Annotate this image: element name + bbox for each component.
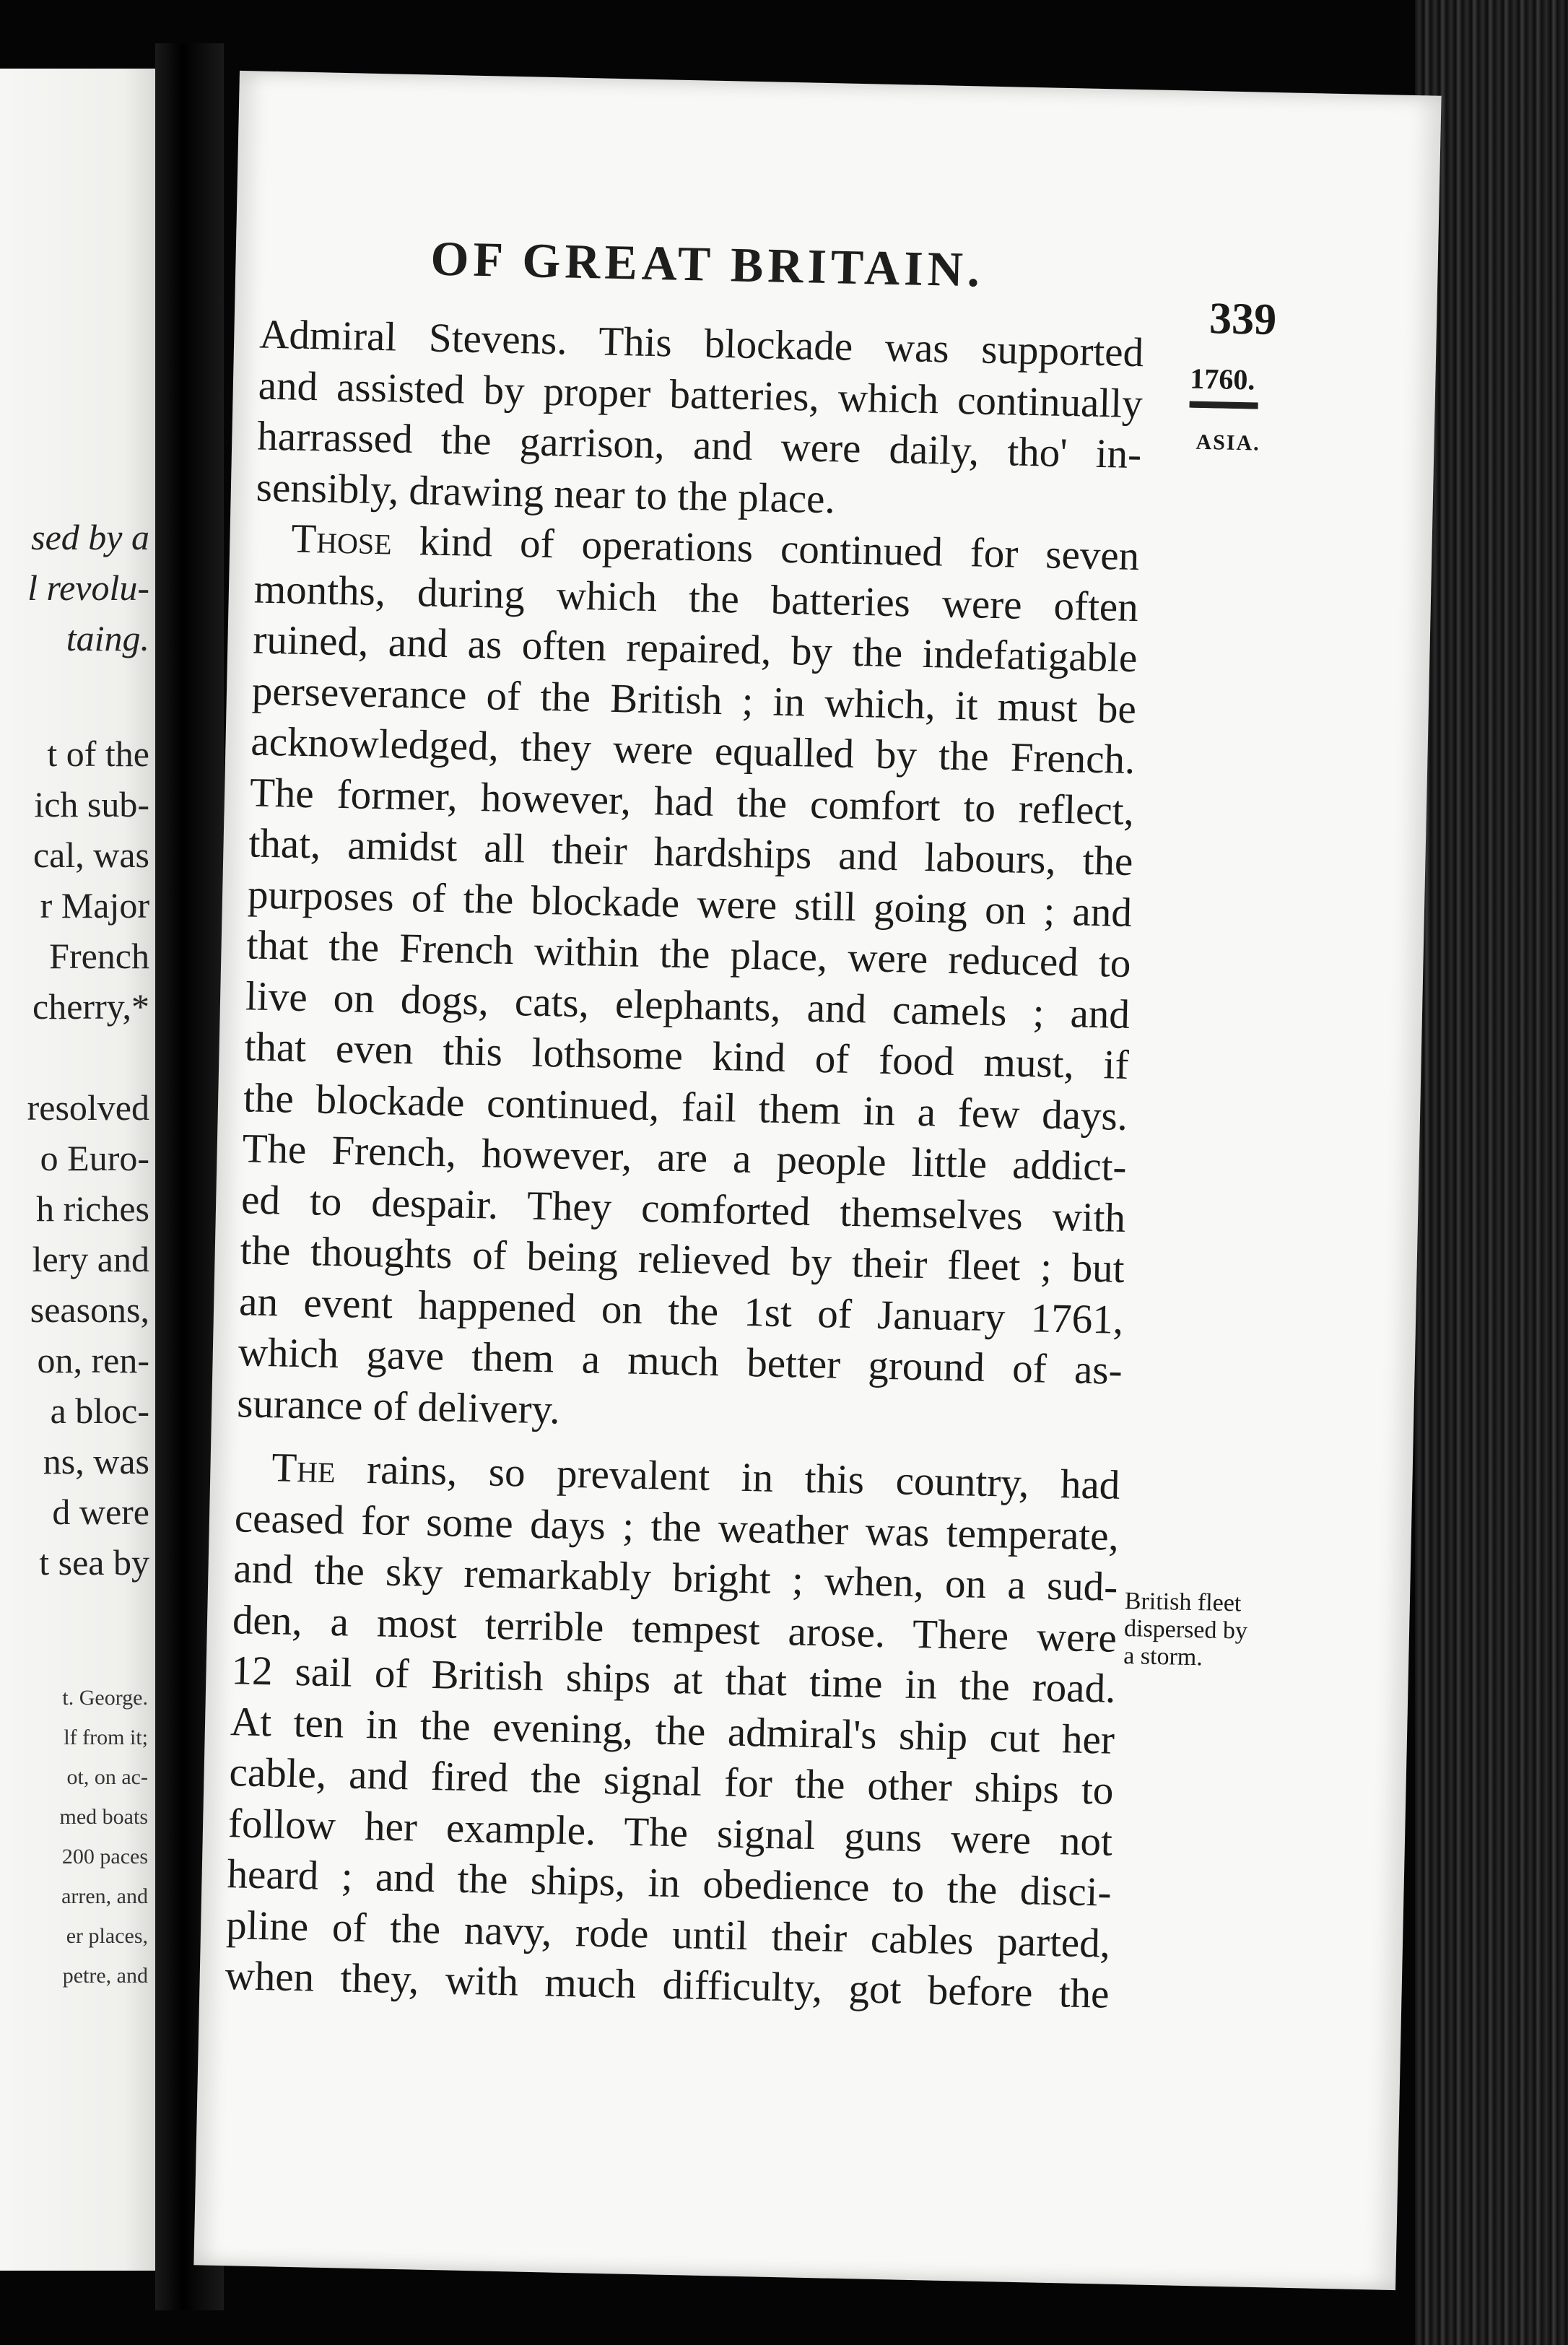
- facing-line: o Euro-: [40, 1138, 149, 1178]
- text-line: sensibly, drawing near to the place.: [256, 464, 836, 522]
- text-line: that the French within the place, were reduced to: [245, 922, 1132, 987]
- margin-rule: [1190, 401, 1258, 409]
- text-line: the blockade continued, fail them in a few days.: [243, 1074, 1128, 1139]
- body-text: [225, 310, 1144, 2021]
- facing-line: French: [49, 936, 149, 976]
- text-line: that, amidst all their hardships and labours, the: [248, 820, 1134, 885]
- facing-line: h riches: [36, 1188, 149, 1229]
- text-line: cable, and fired the signal for the other ships to: [228, 1749, 1115, 1814]
- margin-region: ASIA.: [1195, 430, 1261, 456]
- text-line: acknowledged, they were equalled by the French.: [250, 718, 1136, 783]
- facing-line: cal, was: [32, 835, 149, 875]
- facing-line: ich sub-: [34, 784, 149, 825]
- facing-line: sed by a: [31, 517, 149, 557]
- text-line: The former, however, had the comfort to reflect,: [249, 769, 1135, 834]
- text-line: surance of delivery.: [236, 1380, 561, 1433]
- text-line: live on dogs, cats, elephants, and camels ; and: [245, 973, 1131, 1037]
- facing-footnote-line: arren, and: [61, 1884, 148, 1908]
- text-line: 12 sail of British ships at that time in the road.: [230, 1648, 1117, 1712]
- facing-footnote-line: er places,: [66, 1924, 148, 1948]
- text-line: pline of the navy, rode until their cables parted,: [225, 1902, 1111, 1967]
- facing-line: seasons,: [30, 1289, 149, 1330]
- text-line: which gave them a much better ground of as-: [238, 1329, 1123, 1393]
- facing-line: ns, was: [43, 1441, 149, 1482]
- text-line: ed to despair. They comforted themselves with: [240, 1176, 1126, 1241]
- text-line: heard ; and the ships, in obedience to the disci-: [227, 1851, 1112, 1915]
- paragraph-opener: The: [271, 1445, 336, 1492]
- text-line: when they, with much difficulty, got before the: [225, 1953, 1110, 2017]
- margin-side-note: [1123, 1588, 1248, 1673]
- text-line: ceased for some days ; the weather was temperate,: [234, 1495, 1120, 1559]
- text-line: follow her example. The signal guns were not: [227, 1800, 1113, 1865]
- side-note-line: a storm.: [1123, 1643, 1203, 1671]
- text-line: perseverance of the British ; in which, it must be: [251, 667, 1137, 732]
- facing-line: t sea by: [39, 1542, 149, 1583]
- book-page: [193, 71, 1441, 2290]
- facing-footnote-line: t. George.: [62, 1686, 148, 1710]
- margin-date: 1760.: [1189, 362, 1255, 396]
- facing-line: r Major: [40, 885, 149, 926]
- facing-footnote-line: med boats: [59, 1805, 148, 1829]
- facing-line: t of the: [47, 734, 149, 774]
- text-line: the thoughts of being relieved by their fleet ; but: [240, 1227, 1125, 1292]
- side-note-line: dispersed by: [1123, 1615, 1248, 1645]
- text-line: and the sky remarkably bright ; when, on a sud-: [232, 1546, 1118, 1610]
- text-line: purposes of the blockade were still going on ; and: [247, 871, 1133, 936]
- side-note-line: British fleet: [1124, 1588, 1242, 1617]
- facing-line: resolved: [27, 1087, 149, 1128]
- text-line: ruined, and as often repaired, by the indefatigable: [252, 617, 1138, 682]
- text-line: that even this lothsome kind of food must, if: [244, 1024, 1130, 1088]
- text-line: an event happened on the 1st of January 1761,: [238, 1278, 1124, 1343]
- facing-line: on, ren-: [37, 1340, 149, 1380]
- facing-line: lery and: [32, 1239, 149, 1279]
- paragraph-opener: Those: [290, 515, 393, 564]
- facing-footnote-line: lf from it;: [64, 1726, 148, 1749]
- facing-page-fragment: [0, 69, 155, 2271]
- facing-line: l revolu-: [27, 567, 149, 608]
- text-line: and assisted by proper batteries, which continually: [258, 362, 1144, 427]
- facing-footnote-line: petre, and: [62, 1964, 148, 1988]
- facing-line: taing.: [66, 618, 149, 658]
- text-line: At ten in the evening, the admiral's ship cut her: [230, 1698, 1115, 1763]
- facing-line: a bloc-: [50, 1391, 149, 1431]
- facing-line: cherry,*: [32, 986, 149, 1027]
- facing-footnote-line: ot, on ac-: [66, 1765, 148, 1789]
- text-line: harrassed the garrison, and were daily, tho' in-: [256, 413, 1142, 478]
- facing-line: d were: [52, 1492, 149, 1532]
- page-number: 339: [1208, 294, 1277, 345]
- facing-footnote-line: 200 paces: [61, 1845, 148, 1868]
- text-line: months, during which the batteries were often: [253, 565, 1139, 630]
- running-head: OF GREAT BRITAIN.: [430, 230, 985, 297]
- text-line: The French, however, are a people little addict-: [242, 1126, 1128, 1190]
- text-line: Admiral Stevens. This blockade was supported: [258, 311, 1144, 376]
- text-line-rest: kind of operations continued for seven: [419, 518, 1140, 580]
- text-line: den, a most terrible tempest arose. There were: [232, 1596, 1118, 1661]
- text-line-rest: rains, so prevalent in this country, had: [366, 1447, 1120, 1508]
- book-edge: [1415, 0, 1568, 2345]
